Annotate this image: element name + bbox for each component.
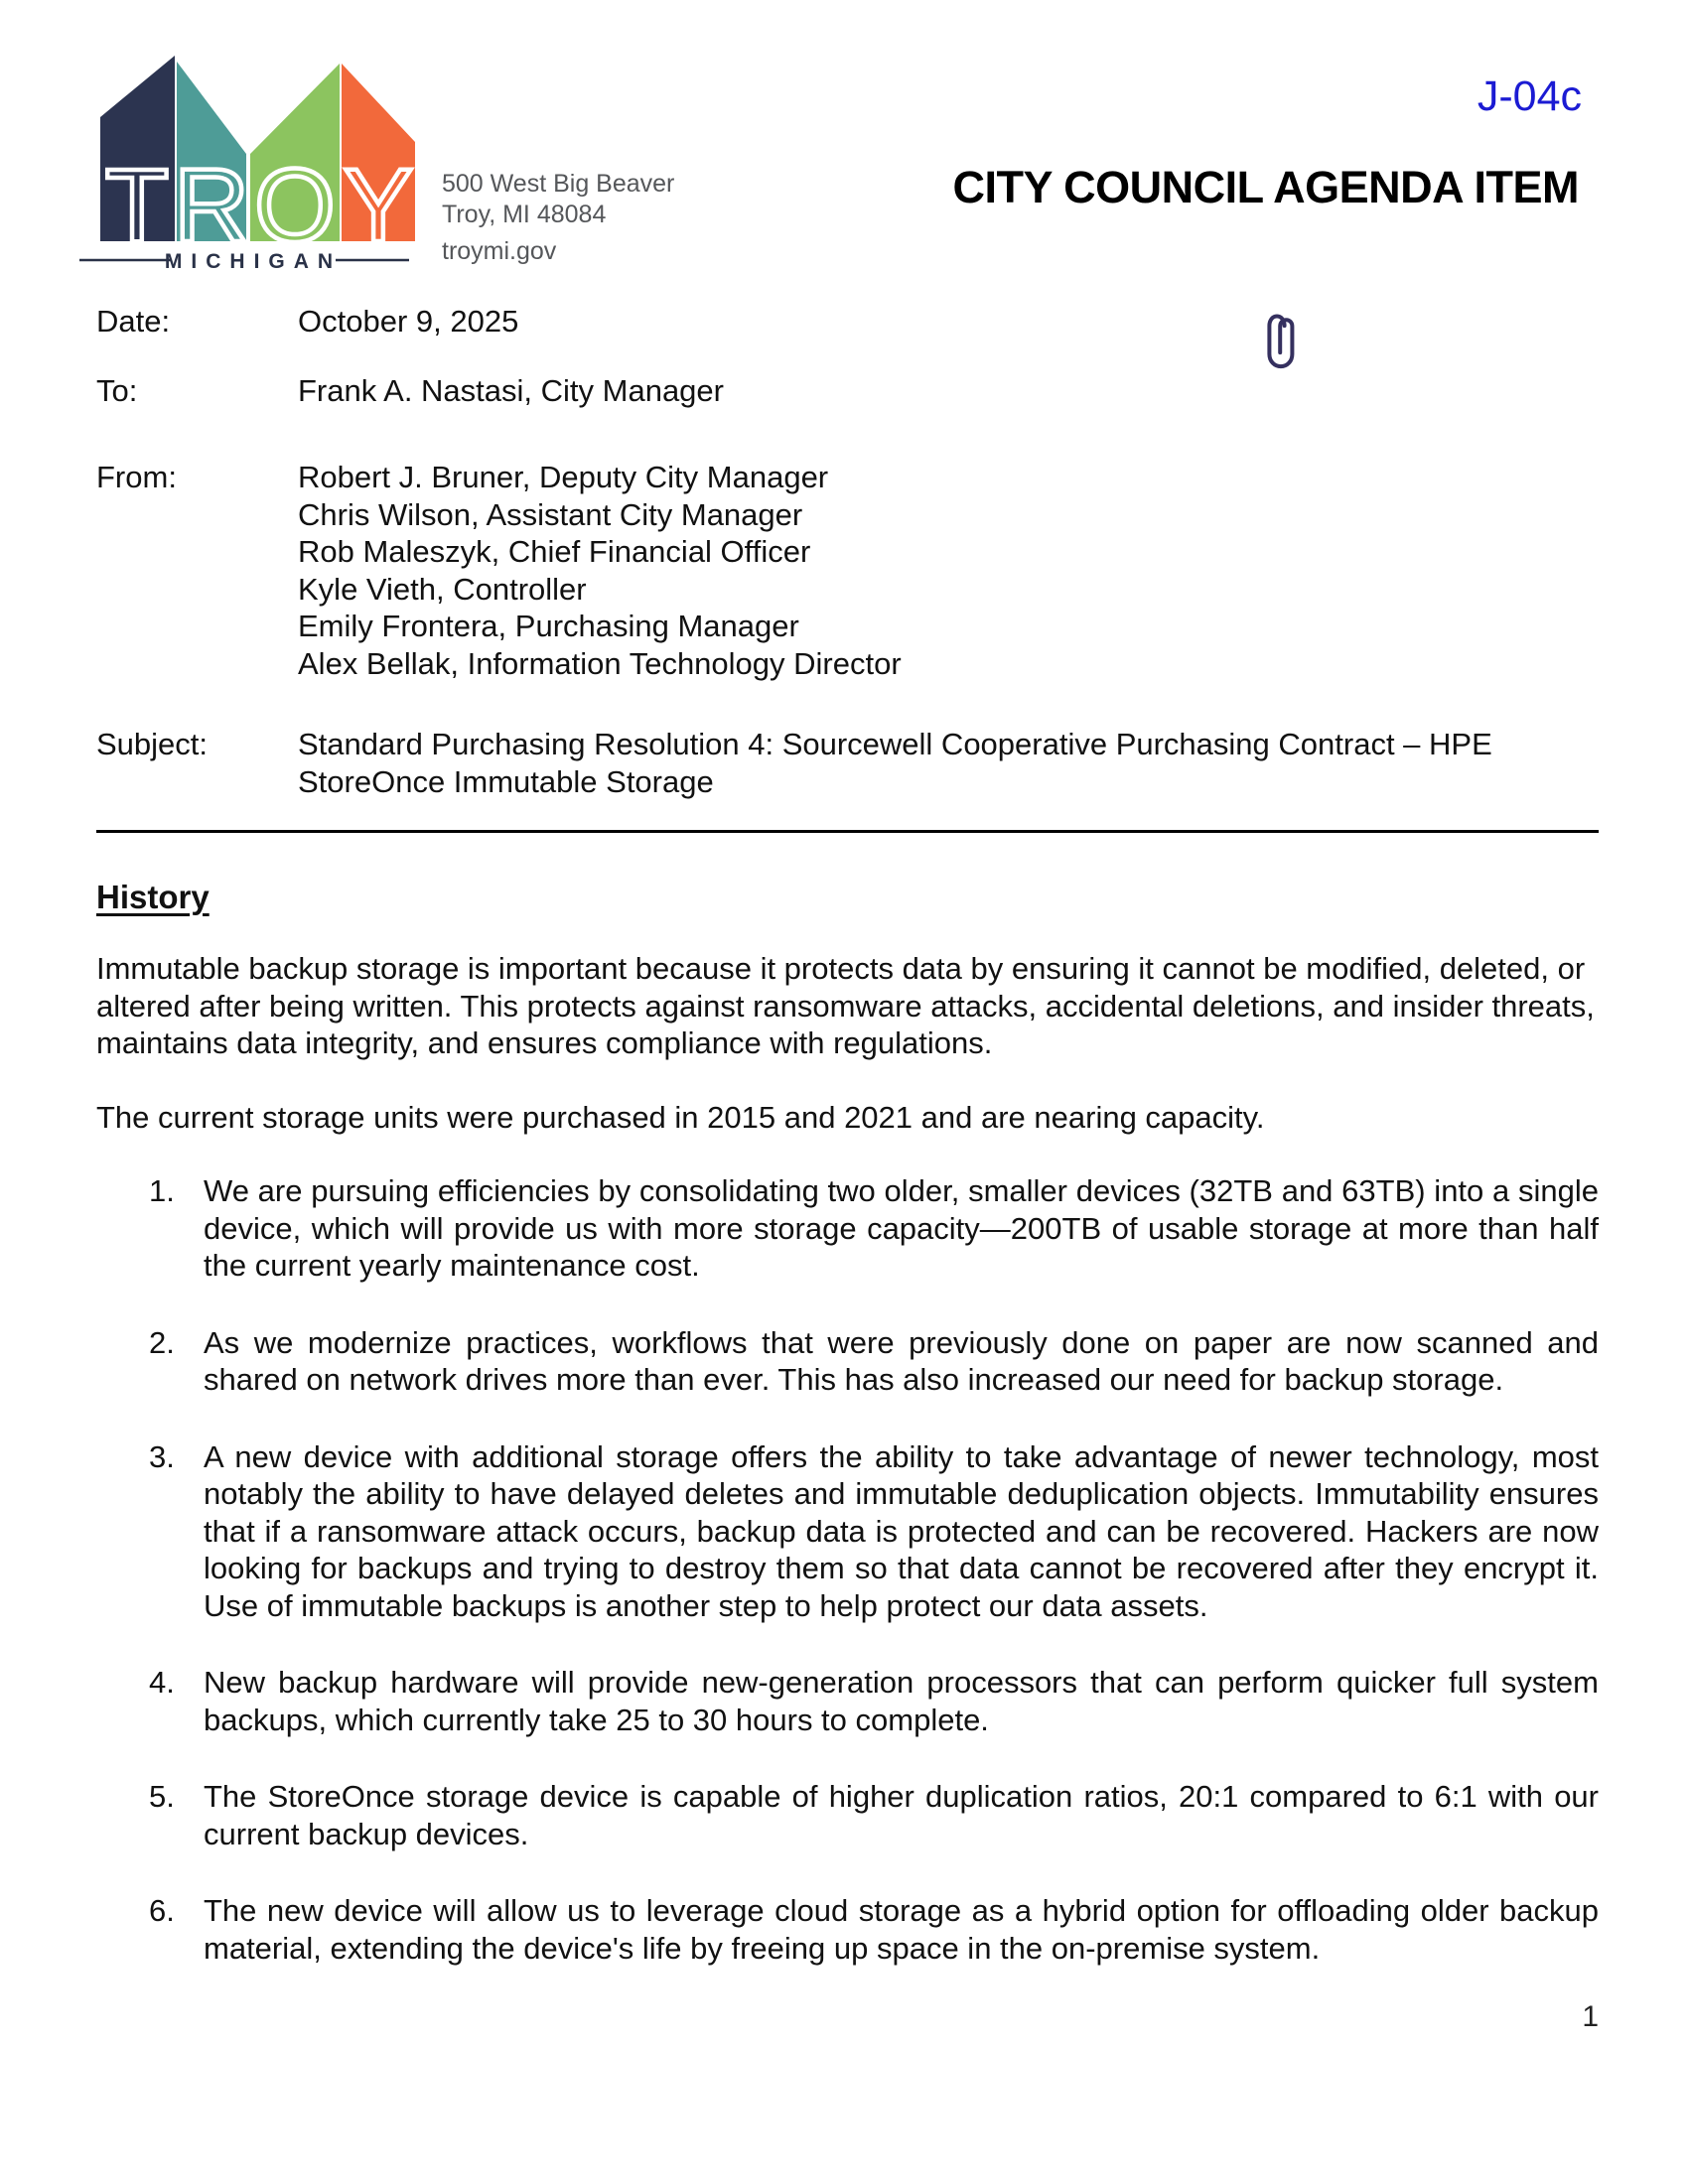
from-person: Emily Frontera, Purchasing Manager bbox=[298, 609, 799, 643]
list-item bbox=[149, 1438, 1599, 1625]
address-city: Troy, MI 48084 bbox=[442, 201, 607, 228]
list-item-text: The StoreOnce storage device is capable of higher duplication ratios, 20:1 compared to 6:1 with our current backup devices. bbox=[204, 1779, 1599, 1851]
logo-letter-r: R bbox=[174, 148, 249, 264]
list-item-text: New backup hardware will provide new-generation processors that can perform quicker full system backups, which currently take 25 to 30 hours to complete. bbox=[204, 1665, 1599, 1737]
history-list bbox=[96, 1172, 1599, 1967]
memo-field-subject bbox=[96, 726, 1599, 800]
list-item-number: 5. bbox=[149, 1779, 175, 1814]
memo-content bbox=[0, 303, 1688, 2036]
from-person: Alex Bellak, Information Technology Director bbox=[298, 645, 902, 681]
list-item-text: We are pursuing efficiencies by consolidating two older, smaller devices (32TB and 63TB) into a single device, which will provide us with more storage capacity—200TB of usable storage at more than half the current yearly maintenance cost. bbox=[204, 1173, 1599, 1283]
history-heading: History bbox=[96, 879, 210, 915]
list-item-text: The new device will allow us to leverage cloud storage as a hybrid option for offloading older backup material, extending the device's life by freeing up space in the on-premise system. bbox=[204, 1893, 1599, 1966]
list-item-number: 4. bbox=[149, 1665, 175, 1700]
to-label: To: bbox=[96, 372, 138, 408]
memo-field-from bbox=[96, 459, 1599, 682]
date-label: Date: bbox=[96, 304, 171, 339]
list-item bbox=[149, 1172, 1599, 1285]
divider-rule bbox=[96, 830, 1599, 833]
address-street: 500 West Big Beaver bbox=[442, 170, 675, 198]
list-item bbox=[149, 1778, 1599, 1852]
list-item bbox=[149, 1892, 1599, 1967]
logo-letter-y: Y bbox=[343, 148, 414, 264]
history-paragraph: Immutable backup storage is important because it protects data by ensuring it cannot be modified, deleted, or altered after being written. This protects against ransomware attacks, accidental deletions, and insider threats, maintains data integrity, and ensures compliance with regulations. bbox=[96, 951, 1595, 1060]
address-website: troymi.gov bbox=[442, 237, 557, 265]
logo-letter-o: O bbox=[254, 148, 336, 264]
date-value: October 9, 2025 bbox=[298, 304, 519, 339]
list-item-text: A new device with additional storage offers the ability to take advantage of newer technology, most notably the ability to have delayed deletes and immutable deduplication objects. Immutability ensures that if a ransomware attack occurs, backup data is protected and can be recovered. Hackers are now looking for backups and trying to destroy them so that data cannot be recovered after they encrypt it. Use of immutable backups is another step to help protect our data assets. bbox=[204, 1438, 1599, 1623]
page-number: 1 bbox=[1582, 2000, 1599, 2033]
document-title: CITY COUNCIL AGENDA ITEM bbox=[952, 162, 1579, 212]
from-person: Rob Maleszyk, Chief Financial Officer bbox=[298, 534, 811, 569]
from-person: Kyle Vieth, Controller bbox=[298, 571, 587, 607]
to-value: Frank A. Nastasi, City Manager bbox=[298, 372, 724, 408]
letterhead bbox=[0, 0, 1688, 303]
logo-letter-t: T bbox=[104, 148, 170, 264]
list-item-number: 2. bbox=[149, 1324, 175, 1360]
from-person: Chris Wilson, Assistant City Manager bbox=[298, 496, 803, 532]
history-paragraph: The current storage units were purchased in 2015 and 2021 and are nearing capacity. bbox=[96, 1099, 1265, 1135]
list-item bbox=[149, 1664, 1599, 1738]
agenda-item-code: J-04c bbox=[1477, 72, 1582, 120]
paperclip-icon bbox=[1267, 312, 1295, 369]
from-label: From: bbox=[96, 460, 177, 494]
memo-field-to bbox=[96, 372, 1599, 410]
troy-city-logo bbox=[74, 56, 415, 272]
subject-label: Subject: bbox=[96, 727, 209, 761]
list-item-text: As we modernize practices, workflows that were previously done on paper are now scanned and shared on network drives more than ever. This has also increased our need for backup storage. bbox=[204, 1324, 1599, 1397]
memo-field-date bbox=[96, 303, 1599, 341]
list-item-number: 3. bbox=[149, 1438, 175, 1474]
logo-state-label: MICHIGAN bbox=[164, 250, 343, 272]
list-item-number: 6. bbox=[149, 1893, 175, 1928]
list-item-number: 1. bbox=[149, 1173, 175, 1208]
letterhead-address bbox=[442, 169, 674, 267]
from-person: Robert J. Bruner, Deputy City Manager bbox=[298, 460, 829, 494]
list-item bbox=[149, 1324, 1599, 1399]
subject-value: Standard Purchasing Resolution 4: Sourcewell Cooperative Purchasing Contract – HPE StoreOnce Immutable Storage bbox=[298, 727, 1492, 799]
from-value bbox=[298, 459, 1599, 682]
